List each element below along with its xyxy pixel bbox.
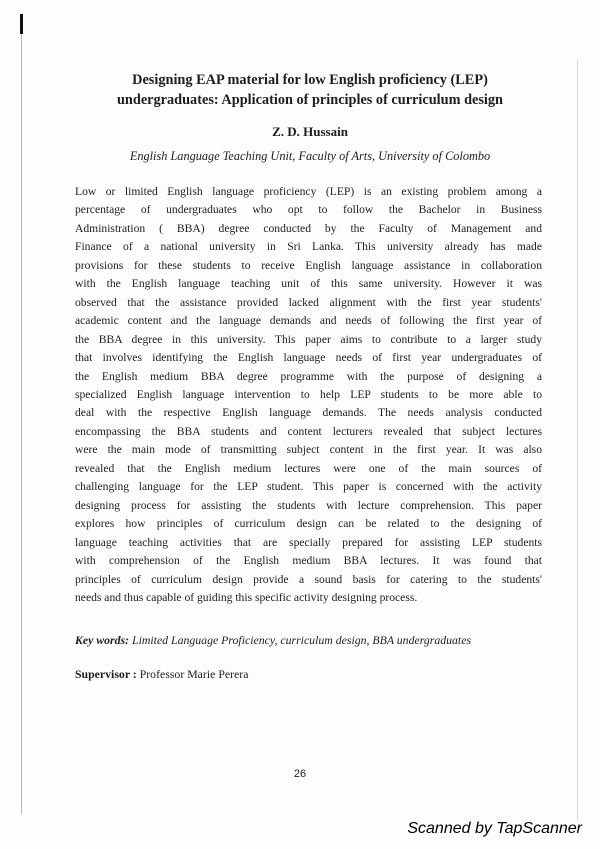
title-line-1: Designing EAP material for low English proficiency (LEP) <box>132 72 488 88</box>
abstract-body <box>75 183 542 607</box>
abstract-line: academic content and the language demands and needs of following the first year of <box>75 314 542 328</box>
abstract-line: Administration ( BBA) degree conducted by the Faculty of Management and <box>75 221 542 235</box>
author-name: Z. D. Hussain <box>272 124 348 139</box>
abstract-line: designing process for assisting the students with lecture comprehension. This paper <box>75 498 542 512</box>
abstract-line: revealed that the English medium lectures were one of the main sources of <box>75 461 542 475</box>
abstract-line: with the English language teaching unit of this same university. However it was <box>75 277 542 291</box>
abstract-line: were the main mode of transmitting subject content in the first year. It was also <box>75 443 542 457</box>
supervisor-label: Supervisor : <box>75 667 137 681</box>
keywords-text: Limited Language Proficiency, curriculum design, BBA undergraduates <box>132 633 472 647</box>
abstract-line: percentage of undergraduates who opt to follow the Bachelor in Business <box>75 203 542 217</box>
abstract-line: needs and thus capable of guiding this specific activity designing process. <box>75 590 418 604</box>
page-left-border <box>21 34 22 814</box>
abstract-line: principles of curriculum design provide a sound basis for catering to the students' <box>75 572 542 586</box>
abstract-line: with comprehension of the English medium BBA lectures. It was found that <box>75 554 542 568</box>
abstract-line: challenging language for the LEP student. This paper is concerned with the activity <box>75 480 542 494</box>
abstract-line: specialized English language intervention to help LEP students to be more able to <box>75 387 542 401</box>
abstract-line: Finance of a national university in Sri Lanka. This university already has made <box>75 240 542 254</box>
keywords <box>75 632 545 648</box>
author-affiliation: English Language Teaching Unit, Faculty of Arts, University of Colombo <box>129 149 491 163</box>
page-number: 26 <box>293 768 307 780</box>
abstract-line: language teaching activities that are specially prepared for assisting LEP students <box>75 535 542 549</box>
abstract-line: encompassing the BBA students and content lecturers revealed that subject lectures <box>75 424 542 438</box>
keywords-label: Key words: <box>75 633 130 647</box>
page-right-border <box>577 60 578 820</box>
abstract-line: observed that the assistance provided lacked alignment with the first year students' <box>75 295 542 309</box>
paper-title <box>60 70 560 110</box>
scanner-watermark: Scanned by TapScanner <box>407 820 582 837</box>
supervisor <box>75 666 545 682</box>
scan-edge-mark <box>20 14 23 34</box>
supervisor-name: Professor Marie Perera <box>139 667 249 681</box>
abstract-line: the English medium BBA degree programme with the purpose of designing a <box>75 369 542 383</box>
abstract-line: deal with the respective English language demands. The needs analysis conducted <box>75 406 542 420</box>
abstract-line: the BBA degree in this university. This paper aims to contribute to a larger study <box>75 332 542 346</box>
abstract-line: explores how principles of curriculum design can be related to the designing of <box>75 517 542 531</box>
title-line-2: undergraduates: Application of principles of curriculum design <box>116 92 504 108</box>
abstract-line: Low or limited English language proficiency (LEP) is an existing problem among a <box>75 185 542 198</box>
abstract-line: that involves identifying the English language needs of first year undergraduates of <box>75 351 542 365</box>
abstract-line: provisions for these students to receive English language assistance in collaboration <box>75 258 542 272</box>
